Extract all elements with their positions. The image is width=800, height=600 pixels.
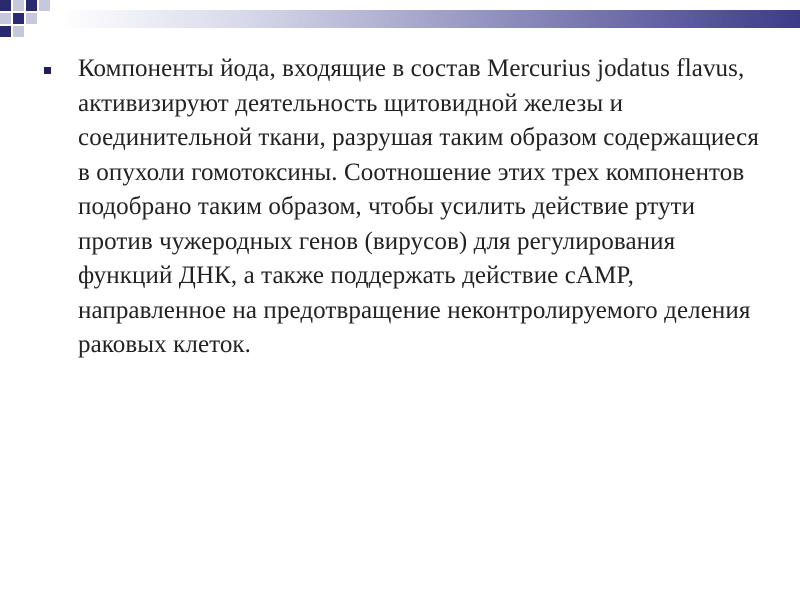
decor-square	[13, 0, 24, 11]
bullet-text: Компоненты йода, входящие в состав Mercurius jodatus flavus, активизируют деятельность щитовидной железы и соединительной ткани, разрушая таким образом содержащиеся в опухоли гомотоксины. Соотношение этих трех компонентов подобрано таким образом, чтобы усилить действие ртути против чужеродных генов (вирусов) для регулирования функций ДНК, а также поддержать действие cAMP, направленное на предотвращение неконтролируемого деления раковых клеток.	[78, 55, 759, 358]
decor-square	[0, 13, 11, 24]
decor-square	[13, 13, 24, 24]
decor-square	[26, 0, 37, 11]
decor-square	[39, 0, 50, 11]
square-bullet-icon	[44, 67, 51, 74]
decor-square	[0, 0, 11, 11]
decor-square	[26, 13, 37, 24]
slide-bullet-list	[44, 52, 764, 363]
bullet-item	[44, 52, 764, 363]
decor-square	[0, 26, 11, 37]
header-decoration	[0, 0, 800, 44]
header-gradient-bar	[60, 10, 800, 28]
decor-square	[13, 26, 24, 37]
